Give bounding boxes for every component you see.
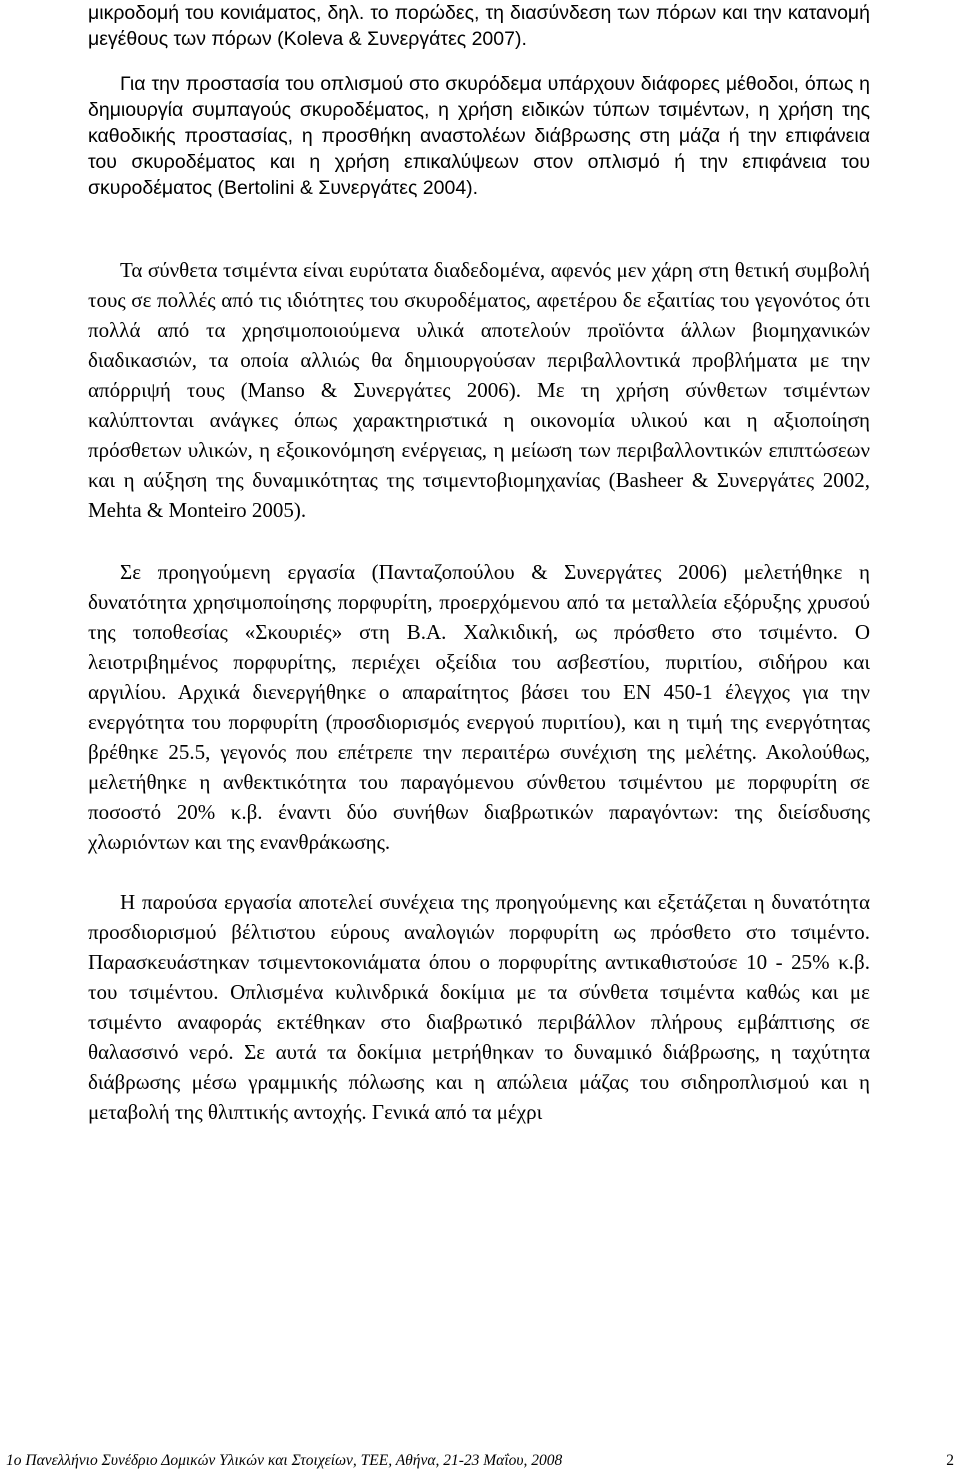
paragraph: μικροδομή του κονιάματος, δηλ. το πορώδες, τη διασύνδεση των πόρων και την κατανομή μεγέθους των πόρων (Koleva & Συνεργάτες 2007). (88, 2, 870, 50)
paragraph: Σε προηγούμενη εργασία (Πανταζοπούλου & Συνεργάτες 2006) μελετήθηκε η δυνατότητα χρησιμοποίησης πορφυρίτη, προερχόμενου από τα μεταλλεία εξόρυξης χρυσού της τοποθεσίας «Σκουριές» στη Β.Α. Χαλκιδική, ως πρόσθετο στο τσιμέντο. Ο λειοτριβημένος πορφυρίτης, περιέχει οξείδια του ασβεστίου, πυριτίου, σιδήρου και αργιλίου. Αρχικά διενεργήθηκε ο απαραίτητος βάσει του ΕΝ 450-1 έλεγχος για την ενεργότητα του πορφυρίτη (προσδιορισμός ενεργού πυριτίου), και η τιμή της ενεργότητας βρέθηκε 25.5, γεγονός που επέτρεπε την περαιτέρω συνέχιση της μελέτης. Ακολούθως, μελετήθηκε η ανθεκτικότητα του παραγόμενου σύνθετου τσιμέντου με πορφυρίτη σε ποσοστό 20% κ.β. έναντι δύο συνήθων διαβρωτικών παραγόντων: της διείσδυσης χλωριόντων και της ενανθράκωσης. (88, 560, 870, 854)
footer-conference-text: 1ο Πανελλήνιο Συνέδριο Δομικών Υλικών και Στοιχείων, ΤΕΕ, Αθήνα, 21-23 Μαΐου, 2008 (6, 1452, 563, 1469)
paragraph: Τα σύνθετα τσιμέντα είναι ευρύτατα διαδεδομένα, αφενός μεν χάρη στη θετική συμβολή τους σε πολλές από τις ιδιότητες του σκυροδέματος, αφετέρου δε εξαιτίας του γεγονότος ότι πολλά από τα χρησιμοποιούμενα υλικά αποτελούν προϊόντα άλλων βιομηχανικών διαδικασιών, τα οποία αλλιώς θα δημιουργούσαν περιβαλλοντικά προβλήματα με την απόρριψή τους (Manso & Συνεργάτες 2006). Με τη χρήση σύνθετων τσιμέντων καλύπτονται ανάγκες όπως χαρακτηριστικά η οικονομία υλικού και η αξιοποίηση πρόσθετων υλικών, η εξοικονόμηση ενέργειας, η μείωση των περιβαλλοντικών επιπτώσεων και η αύξηση της δυναμικότητας της τσιμεντοβιομηχανίας (Basheer & Συνεργάτες 2002, Mehta & Monteiro 2005). (88, 258, 870, 522)
page-footer (6, 1452, 954, 1470)
paragraph: Για την προστασία του οπλισμού στο σκυρόδεμα υπάρχουν διάφορες μέθοδοι, όπως η δημιουργία συμπαγούς σκυροδέματος, η χρήση ειδικών τύπων τσιμέντων, η χρήση της καθοδικής προστασίας, η προσθήκη αναστολέων διάβρωσης στη μάζα ή την επιφάνεια του σκυροδέματος και η χρήση επικαλύψεων στον οπλισμό ή την επιφάνεια του σκυροδέματος (Bertolini & Συνεργάτες 2004). (88, 73, 870, 199)
page-number: 2 (946, 1452, 954, 1469)
paragraph: Η παρούσα εργασία αποτελεί συνέχεια της προηγούμενης και εξετάζεται η δυνατότητα προσδιορισμού βέλτιστου εύρους αναλογιών πορφυρίτη ως πρόσθετο στο τσιμέντο. Παρασκευάστηκαν τσιμεντοκονιάματα όπου ο πορφυρίτης αντικαθιστούσε 10 - 25% κ.β. του τσιμέντου. Οπλισμένα κυλινδρικά δοκίμια με τα σύνθετα τσιμέντα καθώς και με τσιμέντο αναφοράς εκτέθηκαν στο διαβρωτικό περιβάλλον πλήρους εμβάπτισης σε θαλασσινό νερό. Σε αυτά τα δοκίμια μετρήθηκαν το δυναμικό διάβρωσης, η ταχύτητα διάβρωσης μέσω γραμμικής πόλωσης και η απώλεια μάζας του σιδηροπλισμού και η μεταβολή της θλιπτικής αντοχής. Γενικά από τα μέχρι (88, 890, 870, 1124)
